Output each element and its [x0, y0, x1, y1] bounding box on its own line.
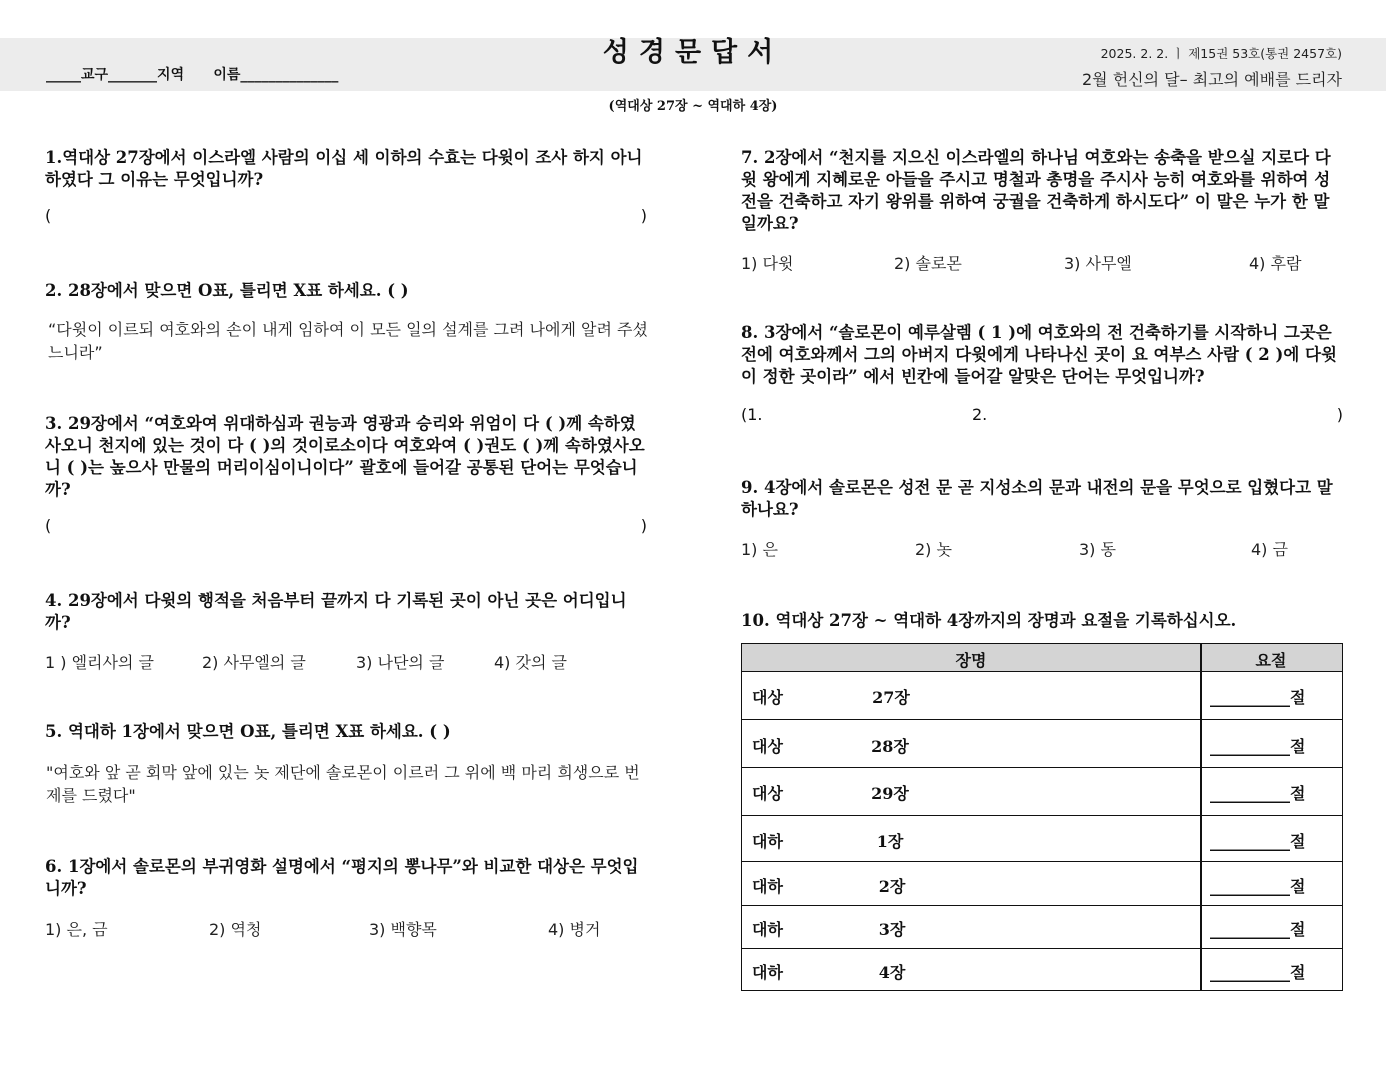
table-row[interactable] — [742, 862, 1342, 906]
blank-1-label: (1. — [741, 405, 763, 424]
question-9: 9. 4장에서 솔로몬은 성전 문 곧 지성소의 문과 내전의 문을 무엇으로 입혔다고 말하나요? — [741, 478, 1333, 519]
row-verse-blank[interactable]: __________절 — [1210, 784, 1306, 803]
q6-option-2[interactable]: 2) 역청 — [209, 920, 262, 939]
paren-open: ( — [45, 206, 52, 225]
q9-option-3[interactable]: 3) 동 — [1079, 540, 1116, 559]
row-verse-blank[interactable]: __________절 — [1210, 832, 1306, 851]
q4-option-1[interactable]: 1 ) 엘리사의 글 — [45, 653, 154, 672]
row-book: 대하 — [752, 920, 783, 939]
paren-close: ) — [640, 516, 647, 535]
question-8: 8. 3장에서 “솔로몬이 예루살렘 ( 1 )에 여호와의 전 건축하기를 시작하니 그곳은 전에 여호와께서 그의 아버지 다윗에게 나타나신 곳이 요 여부스 사람 ( 2 )에 다윗이 정한 곳이라” 에서 빈칸에 들어갈 알맞은 단어는 무엇입니까? — [741, 323, 1337, 386]
question-4: 4. 29장에서 다윗의 행적을 처음부터 끝까지 다 기록된 곳이 아닌 곳은 어디입니까? — [45, 591, 627, 632]
table-row[interactable] — [742, 720, 1342, 768]
answer-blank-3[interactable] — [45, 516, 647, 538]
row-verse-blank[interactable]: __________절 — [1210, 963, 1306, 982]
question-2-quote: “다윗이 이르되 여호와의 손이 내게 임하여 이 모든 일의 설계를 그려 나에게 알려 주셨느니라” — [48, 320, 648, 362]
q7-option-4[interactable]: 4) 후람 — [1249, 254, 1302, 273]
q7-option-2[interactable]: 2) 솔로몬 — [894, 254, 962, 273]
blank-2-label: 2. — [972, 405, 988, 424]
q6-option-4[interactable]: 4) 병거 — [548, 920, 601, 939]
row-verse-blank[interactable]: __________절 — [1210, 920, 1306, 939]
question-3: 3. 29장에서 “여호와여 위대하심과 권능과 영광과 승리와 위엄이 다 ( )께 속하였사오니 천지에 있는 것이 다 ( )의 것이로소이다 여호와여 ( )권도 ( )께 속하였사오니 ( )는 높으사 만물의 머리이심이니이다” 괄호에 들어갈 공통된 단어는 무엇습니까? — [45, 414, 645, 499]
row-chapter: 29장 — [871, 784, 909, 803]
table-row[interactable] — [742, 906, 1342, 949]
monthly-theme: 2월 헌신의 달– 최고의 예배를 드리자 — [1082, 70, 1342, 89]
row-verse-blank[interactable]: __________절 — [1210, 877, 1306, 896]
table-row[interactable] — [742, 816, 1342, 862]
q9-option-4[interactable]: 4) 금 — [1251, 540, 1288, 559]
table-row[interactable] — [742, 768, 1342, 816]
paren-close: ) — [1336, 405, 1343, 424]
q7-option-3[interactable]: 3) 사무엘 — [1064, 254, 1132, 273]
q6-option-3[interactable]: 3) 백향목 — [369, 920, 437, 939]
name-fill-line: _____교구_______지역 이름______________ — [46, 67, 339, 83]
question-7: 7. 2장에서 “천지를 지으신 이스라엘의 하나님 여호와는 송축을 받으실 지로다 다윗 왕에게 지혜로운 아들을 주시고 명철과 총명을 주시사 능히 여호와를 위하여 성전을 건축하고 자기 왕위를 위하여 궁궐을 건축하게 하시도다” 이 말은 누가 한 말일까요? — [741, 148, 1331, 233]
row-book: 대상 — [752, 688, 783, 707]
chapter-verse-table — [741, 643, 1343, 991]
question-10: 10. 역대상 27장 ~ 역대하 4장까지의 장명과 요절을 기록하십시오. — [741, 611, 1237, 630]
column-header-verse: 요절 — [1255, 651, 1287, 670]
table-header — [742, 644, 1342, 672]
q7-option-1[interactable]: 1) 다윗 — [741, 254, 794, 273]
row-verse-blank[interactable]: __________절 — [1210, 688, 1306, 707]
q9-option-1[interactable]: 1) 은 — [741, 540, 778, 559]
paren-open: ( — [45, 516, 52, 535]
question-1: 1.역대상 27장에서 이스라엘 사람의 이십 세 이하의 수효는 다윗이 조사 하지 아니하였다 그 이유는 무엇입니까? — [45, 148, 643, 189]
row-chapter: 4장 — [878, 963, 906, 982]
row-chapter: 2장 — [878, 877, 906, 896]
table-row[interactable] — [742, 672, 1342, 720]
row-chapter: 27장 — [872, 688, 910, 707]
scripture-range: (역대상 27장 ~ 역대하 4장) — [608, 99, 778, 114]
row-book: 대하 — [752, 877, 783, 896]
row-chapter: 1장 — [876, 832, 904, 851]
question-2: 2. 28장에서 맞으면 O표, 틀리면 X표 하세요. ( ) — [45, 281, 409, 300]
question-5-quote: "여호와 앞 곧 회막 앞에 있는 놋 제단에 솔로몬이 이르러 그 위에 백 마리 희생으로 번제를 드렸다" — [46, 763, 640, 805]
row-verse-blank[interactable]: __________절 — [1210, 737, 1306, 756]
answer-blank-8[interactable] — [741, 405, 1343, 427]
row-book: 대하 — [752, 832, 783, 851]
row-chapter: 3장 — [878, 920, 906, 939]
issue-info: 2025. 2. 2. ㅣ 제15권 53호(통권 2457호) — [1100, 46, 1342, 61]
row-book: 대하 — [752, 963, 783, 982]
row-chapter: 28장 — [871, 737, 909, 756]
column-header-chapter: 장명 — [955, 651, 987, 670]
paren-close: ) — [640, 206, 647, 225]
answer-blank-1[interactable] — [45, 206, 647, 228]
question-6: 6. 1장에서 솔로몬의 부귀영화 설명에서 “평지의 뽕나무”와 비교한 대상은 무엇입니까? — [45, 857, 639, 898]
q9-option-2[interactable]: 2) 놋 — [915, 540, 952, 559]
row-book: 대상 — [752, 784, 783, 803]
q4-option-2[interactable]: 2) 사무엘의 글 — [202, 653, 306, 672]
q4-option-3[interactable]: 3) 나단의 글 — [356, 653, 445, 672]
page-title: 성경문답서 — [602, 37, 784, 68]
table-row[interactable] — [742, 949, 1342, 990]
row-book: 대상 — [752, 737, 783, 756]
q6-option-1[interactable]: 1) 은, 금 — [45, 920, 108, 939]
question-5: 5. 역대하 1장에서 맞으면 O표, 틀리면 X표 하세요. ( ) — [45, 722, 451, 741]
q4-option-4[interactable]: 4) 갓의 글 — [494, 653, 567, 672]
